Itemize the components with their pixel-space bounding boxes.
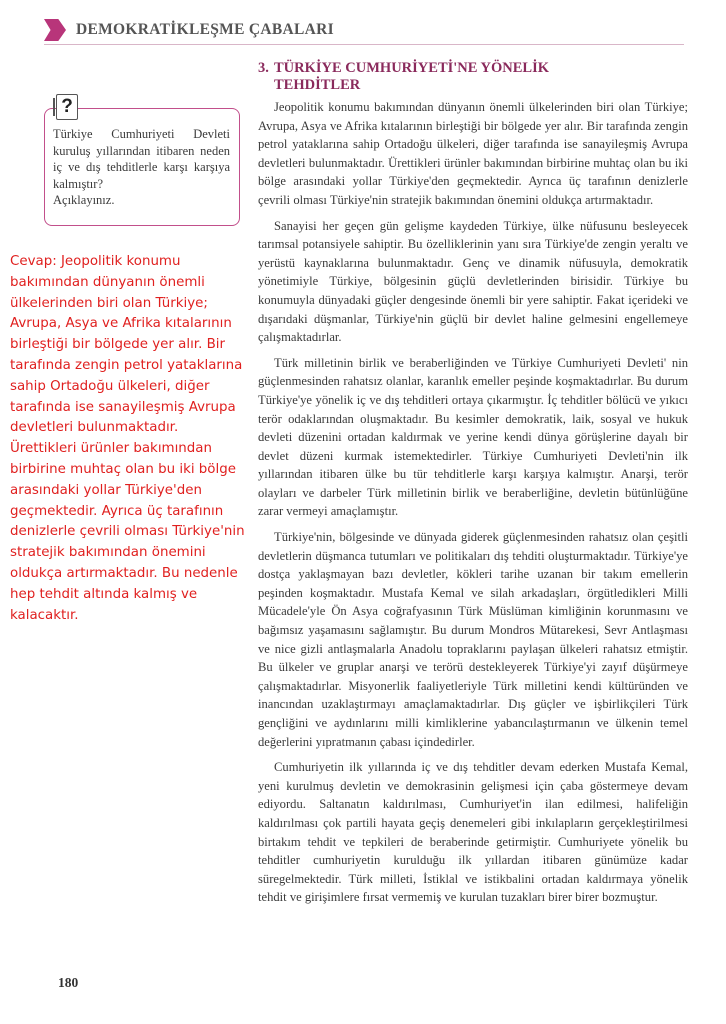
body-paragraph: Türkiye'nin, bölgesinde ve dünyada giderek güçlenmesinden rahatsız olan çeşitli devletlerin düşmanca tutumları ve politikaları dış tehditi oluşturmaktadır. Türkiye'ye dostça yaklaşmayan bazı devletler, kökleri tarihe uzanan bir takım emellerin peşinden koşmaktadır. Mustafa Kemal ve silah arkadaşları, örgütledikleri Milli Mücadele'yle Ön Asya coğrafyasının Türk Müslüman kimliğinin korunmasını ve bağımsız yaşamasını sağlamıştır. Bu durum Mondros Mütarekesi, Sevr Antlaşması ve nice gizli antlaşmalarla Anadolu topraklarını paylaşan ülkeleri rahatsız etmiştir. Bu ülkeler ve gruplar anarşi ve terörü destekleyerek Türkiye'yi zayıf düşürmeye çalışmaktadırlar. Misyonerlik faaliyetleriyle Türk milletini kendi kültüründen ve inancından uzaklaştırmayı amaçlamaktadırlar. Dış güçler ve işbirlikçileri Türk gençliğini ve aydınlarını milli kimliklerine yabancılaştırmanın ve ülkenin temel değerlerini yıpratmanın çabası içindedirler.	[258, 530, 688, 749]
question-instruction: Açıklayınız.	[53, 193, 115, 208]
section-title-line2: TEHDİTLER	[274, 77, 361, 93]
chevron-marker-icon	[44, 19, 66, 41]
header-divider	[44, 44, 684, 45]
body-paragraph: Cumhuriyetin ilk yıllarında iç ve dış tehditler devam ederken Mustafa Kemal, yeni kurulmuş devletin ve demokrasinin gelişmesi için çaba göstermeye devam ediyordu. Saltanatın kaldırılması, Cumhuriyet'in ilan edilmesi, halifeliğin kaldırılması çok partili hayata geçiş denemeleri gibi inkılapların gerçekleştirilmesi birtakım tehdit ve tepkileri de beraberinde getirmiştir. Cumhuriyete yönelik bu tehditler cumhuriyetin kurulduğu ilk yıllardan itibaren günümüze kadar süregelmektedir. Türk milleti, İstiklal ve istikbalini ortadan kaldırmaya yönelik tehdit ve girişimlere fırsat vermemiş ve kurulan tuzakları birer birer bozmuştur.	[258, 760, 688, 905]
chapter-title: DEMOKRATİKLEŞME ÇABALARI	[76, 21, 334, 38]
page-number: 180	[58, 975, 79, 990]
body-paragraph: Sanayisi her geçen gün gelişme kaydeden Türkiye, ülke nüfusunu besleyecek tarımsal potansiyele sahiptir. Bu özelliklerinin yanı sıra Türkiye'de zengin yeraltı ve yerüstü kaynaklarına bulunmaktadır. Genç ve dinamik nüfusuyla, demokratik yönetimiyle Türkiye, bölgesinin güçlü devletlerinden birisidir. Türkiye bu konumuyla dünyadaki güçler dengesinde önemli bir yere sahiptir. Fakat içerideki ve dışarıdaki düşmanlar, Türkiye'nin güçlü bir devlet haline gelmesini engellemeye çalışmaktadırlar.	[258, 218, 688, 345]
body-paragraph: Türk milletinin birlik ve beraberliğinden ve Türkiye Cumhuriyeti Devleti' nin güçlenmesinden rahatsız olanlar, karanlık emeller peşinde koşmaktadırlar. Bu durum Türkiye'ye yönelik iç ve dış tehditleri ortaya çıkarmıştır. İç tehditler bölücü ve yıkıcı terör odaklarından oluşmaktadır. Bu kesimler demokratik, laik, sosyal ve hukuk devleti düzenini ortadan kaldırmak ve yerine kendi dünya görüşlerine dayalı bir devlet düzeni kurmak istemektedirler. Türkiye Cumhuriyeti Devleti'nin ilk yıllarından itibaren ülke bu tür tehditlerle karşı karşıya kalmıştır. Anarşi, terör olayları ve darbeler Türk milletinin birlik ve beraberliğine, devletin bütünlüğüne zarar vermeyi amaçlamıştır.	[258, 355, 688, 519]
question-box	[44, 96, 240, 226]
body-paragraph: Jeopolitik konumu bakımından dünyanın önemli ülkelerinden biri olan Türkiye; Avrupa, Asya ve Afrika kıtalarının birleştiği bir bölgede yer alır. Bir tarafında zengin petrol yataklarına sahip Ortadoğu ülkeleri, diğer tarafında ise sanayileşmiş Avrupa devletleri bulunmaktadır. Ürettikleri ürünler bakımından birbirine muhtaç olan bu iki bölge arasındaki yollar Türkiye'den geçmektedir. Ayrıca üç tarafının denizlerle çevrili olması Türkiye'nin stratejik bakımından önemini oldukça artırmaktadır.	[258, 100, 688, 207]
question-text-block	[53, 126, 230, 209]
section-body	[258, 98, 688, 914]
question-text: Türkiye Cumhuriyeti Devleti kuruluş yıllarından itibaren neden iç ve dış tehditlerle karşı karşıya kalmıştır?	[53, 127, 230, 191]
question-mark-icon: ?	[56, 94, 78, 120]
handwritten-answer: Cevap: Jeopolitik konumu bakımından dünyanın önemli ülkelerinden biri olan Türkiye; Avrupa, Asya ve Afrika kıtalarının birleştiği bir bölgede yer alır. Bir tarafında zengin petrol yataklarına sahip Ortadoğu ülkeleri, diğer tarafında ise sanayileşmiş Avrupa devletleri bulunmaktadır. Ürettikleri ürünler bakımından birbirine muhtaç olan bu iki bölge arasındaki yollar Türkiye'den geçmektedir. Ayrıca üç tarafının denizlerle çevrili olması Türkiye'nin stratejik bakımından önemini oldukça artırmaktadır. Bu nedenle hep tehdit altında kalmış ve kalacaktır.	[10, 254, 245, 623]
section-number: 3.	[258, 60, 269, 76]
section-title	[258, 60, 688, 94]
chapter-header	[44, 18, 334, 42]
section-title-line1: TÜRKİYE CUMHURİYETİ'NE YÖNELİK	[274, 60, 549, 76]
